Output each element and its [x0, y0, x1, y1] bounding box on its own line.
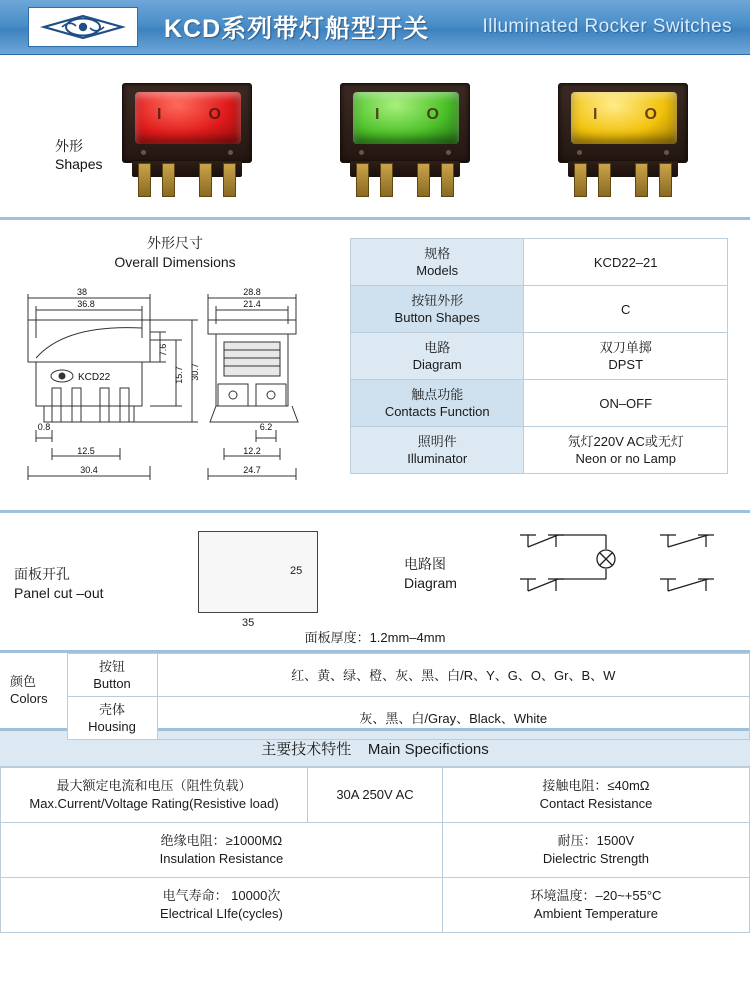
page-header — [0, 0, 750, 55]
switch-photo-green — [340, 83, 470, 203]
rocker-mark-i: I — [157, 106, 162, 123]
shapes-label-en: Shapes — [55, 156, 103, 172]
terminal-pin — [441, 163, 454, 197]
logo-icon — [40, 14, 126, 40]
spec-value-line1: 双刀单掷 — [599, 340, 652, 355]
rocker-mark-i: I — [593, 106, 598, 123]
terminal-pin — [162, 163, 175, 197]
label-cn: 最大额定电流和电压（阻性负载） — [56, 778, 252, 793]
spec-value-illuminator — [524, 427, 728, 474]
colors-key-en: Button — [93, 676, 131, 691]
terminal-pin — [356, 163, 369, 197]
terminal-pin — [380, 163, 393, 197]
svg-text:15.7: 15.7 — [174, 366, 184, 384]
circuit-diagram-label-en: Diagram — [404, 575, 457, 591]
terminal-pins — [350, 161, 460, 203]
label-cn: 绝缘电阻：≥1000MΩ — [160, 833, 283, 848]
svg-text:30.7: 30.7 — [190, 363, 200, 381]
rocker-button — [571, 92, 677, 144]
table-row — [351, 380, 728, 427]
housing-rivet-right — [664, 150, 669, 155]
spec-key-diagram — [351, 333, 524, 380]
label-en: Max.Current/Voltage Rating(Resistive load) — [29, 796, 279, 811]
cutout-label-cn: 面板开孔 — [14, 566, 70, 582]
spec-key-cn: 触点功能 — [411, 387, 464, 402]
main-specs-table — [0, 767, 750, 933]
switch-photo-yellow — [558, 83, 688, 203]
spec-contact-resistance — [442, 768, 749, 823]
page-title: KCD系列带灯船型开关 — [164, 15, 430, 43]
table-row — [67, 697, 750, 740]
spec-key-en: Button Shapes — [394, 310, 480, 325]
colors-table — [67, 653, 750, 740]
dimensions-title — [0, 220, 350, 272]
switch-housing — [122, 83, 252, 163]
main-specs-section — [0, 731, 750, 933]
label-en: Electrical LIfe(cycles) — [160, 906, 283, 921]
table-row — [351, 333, 728, 380]
colors-label-cn: 颜色 — [10, 674, 37, 689]
brand-logo — [28, 7, 138, 47]
cutout-section — [0, 513, 750, 653]
colors-value-housing: 灰、黑、白/Gray、Black、White — [157, 697, 750, 740]
spec-current-voltage-label — [1, 768, 308, 823]
spec-key-en: Contacts Function — [384, 404, 490, 419]
label-cn: 耐压：1500V — [557, 833, 635, 848]
spec-dielectric-strength — [442, 823, 749, 878]
spec-value-button-shapes — [524, 286, 728, 333]
spec-key-cn: 照明件 — [417, 434, 457, 449]
svg-text:7.6: 7.6 — [158, 343, 168, 357]
table-row — [1, 823, 750, 878]
spec-value-line1: KCD22–21 — [593, 254, 658, 270]
table-row — [351, 239, 728, 286]
terminal-pins — [132, 161, 242, 203]
spec-key-cn: 按钮外形 — [411, 293, 464, 308]
colors-label-en: Colors — [10, 691, 48, 706]
spec-key-models — [351, 239, 524, 286]
terminal-pin — [223, 163, 236, 197]
switch-photo-red — [122, 83, 252, 203]
svg-text:12.5: 12.5 — [77, 446, 95, 456]
shapes-label — [55, 137, 102, 173]
colors-key-housing — [67, 697, 157, 740]
spec-value-contacts-function — [524, 380, 728, 427]
terminal-pin — [417, 163, 430, 197]
colors-key-en: Housing — [88, 719, 136, 734]
colors-value-button: 红、黄、绿、橙、灰、黑、白/R、Y、G、O、Gr、B、W — [157, 654, 750, 697]
terminal-pin — [635, 163, 648, 197]
spec-value-line2: Neon or no Lamp — [575, 451, 676, 466]
svg-text:38: 38 — [76, 287, 88, 297]
spec-key-button-shapes — [351, 286, 524, 333]
label-en: Ambient Temperature — [533, 906, 658, 921]
panel-thickness-note: 面板厚度：1.2mm–4mm — [304, 630, 446, 645]
page-subtitle: Illuminated Rocker Switches — [482, 16, 732, 37]
label-cn: 接触电阻：≤40mΩ — [542, 778, 650, 793]
spec-key-en: Diagram — [412, 357, 462, 372]
spec-key-cn: 电路 — [424, 340, 451, 355]
spec-value-line1: 氖灯220V AC或无灯 — [567, 434, 684, 449]
housing-rivet-right — [446, 150, 451, 155]
dimensions-section — [0, 220, 750, 513]
rocker-mark-o: O — [208, 106, 221, 123]
technical-drawing — [0, 280, 350, 495]
terminal-pin — [199, 163, 212, 197]
spec-insulation-resistance — [1, 823, 443, 878]
spec-key-en: Models — [416, 263, 459, 278]
terminal-pin — [138, 163, 151, 197]
colors-key-button — [67, 654, 157, 697]
colors-section — [0, 653, 750, 734]
colors-key-cn: 壳体 — [98, 702, 125, 717]
svg-text:21.4: 21.4 — [243, 299, 261, 309]
shapes-section — [0, 55, 750, 220]
shapes-label-cn: 外形 — [55, 138, 83, 154]
housing-rivet-left — [577, 150, 582, 155]
rocker-button — [135, 92, 241, 144]
svg-text:6.2: 6.2 — [259, 422, 273, 432]
main-specs-heading-cn: 主要技术特性 — [261, 741, 352, 758]
spec-value-line1: C — [621, 301, 631, 317]
spec-value-line1: ON–OFF — [599, 395, 653, 411]
terminal-pin — [574, 163, 587, 197]
cutout-height-label: 25 — [290, 565, 303, 577]
label-en: Dielectric Strength — [542, 851, 650, 866]
spec-table — [350, 238, 728, 474]
dimensions-title-en: Overall Dimensions — [114, 254, 236, 270]
circuit-diagram-label-cn: 电路图 — [404, 556, 446, 572]
spec-key-contacts-function — [351, 380, 524, 427]
housing-rivet-right — [228, 150, 233, 155]
switch-photo-row — [60, 75, 750, 203]
spec-current-voltage-value: 30A 250V AC — [308, 768, 443, 823]
spec-value-line2: DPST — [608, 357, 644, 372]
cutout-label-en: Panel cut –out — [14, 585, 104, 601]
spec-table-wrap — [350, 220, 750, 510]
svg-text:0.8: 0.8 — [37, 422, 51, 432]
label-en: Insulation Resistance — [159, 851, 284, 866]
spec-electrical-life — [1, 878, 443, 933]
housing-rivet-left — [141, 150, 146, 155]
rocker-mark-o: O — [426, 106, 439, 123]
spec-key-cn: 规格 — [424, 246, 451, 261]
dimensions-drawing-area — [0, 220, 350, 510]
spec-value-models — [524, 239, 728, 286]
svg-text:30.4: 30.4 — [80, 465, 98, 475]
rocker-mark-i: I — [375, 106, 380, 123]
table-row — [1, 878, 750, 933]
dimensions-title-cn: 外形尺寸 — [147, 235, 203, 251]
rocker-button — [353, 92, 459, 144]
label-en: Contact Resistance — [539, 796, 653, 811]
table-row — [351, 286, 728, 333]
terminal-pin — [598, 163, 611, 197]
spec-ambient-temperature — [442, 878, 749, 933]
cutout-width-label: 35 — [242, 617, 255, 629]
main-specs-heading-en: Main Specifictions — [367, 741, 489, 758]
spec-key-en: Illuminator — [407, 451, 468, 466]
switch-housing — [340, 83, 470, 163]
terminal-pins — [568, 161, 678, 203]
switch-housing — [558, 83, 688, 163]
label-cn: 电气寿命： 10000次 — [162, 888, 281, 903]
table-row — [351, 427, 728, 474]
svg-text:12.2: 12.2 — [243, 446, 261, 456]
svg-text:28.8: 28.8 — [243, 287, 261, 297]
table-row — [1, 768, 750, 823]
terminal-pin — [659, 163, 672, 197]
spec-key-illuminator — [351, 427, 524, 474]
spec-value-diagram — [524, 333, 728, 380]
svg-text:36.8: 36.8 — [77, 299, 95, 309]
colors-label — [0, 653, 67, 728]
table-row — [67, 654, 750, 697]
svg-text:KCD22: KCD22 — [78, 372, 111, 383]
colors-key-cn: 按钮 — [98, 659, 125, 674]
label-cn: 环境温度：–20~+55°C — [530, 888, 662, 903]
housing-rivet-left — [359, 150, 364, 155]
rocker-mark-o: O — [644, 106, 657, 123]
svg-text:24.7: 24.7 — [243, 465, 261, 475]
